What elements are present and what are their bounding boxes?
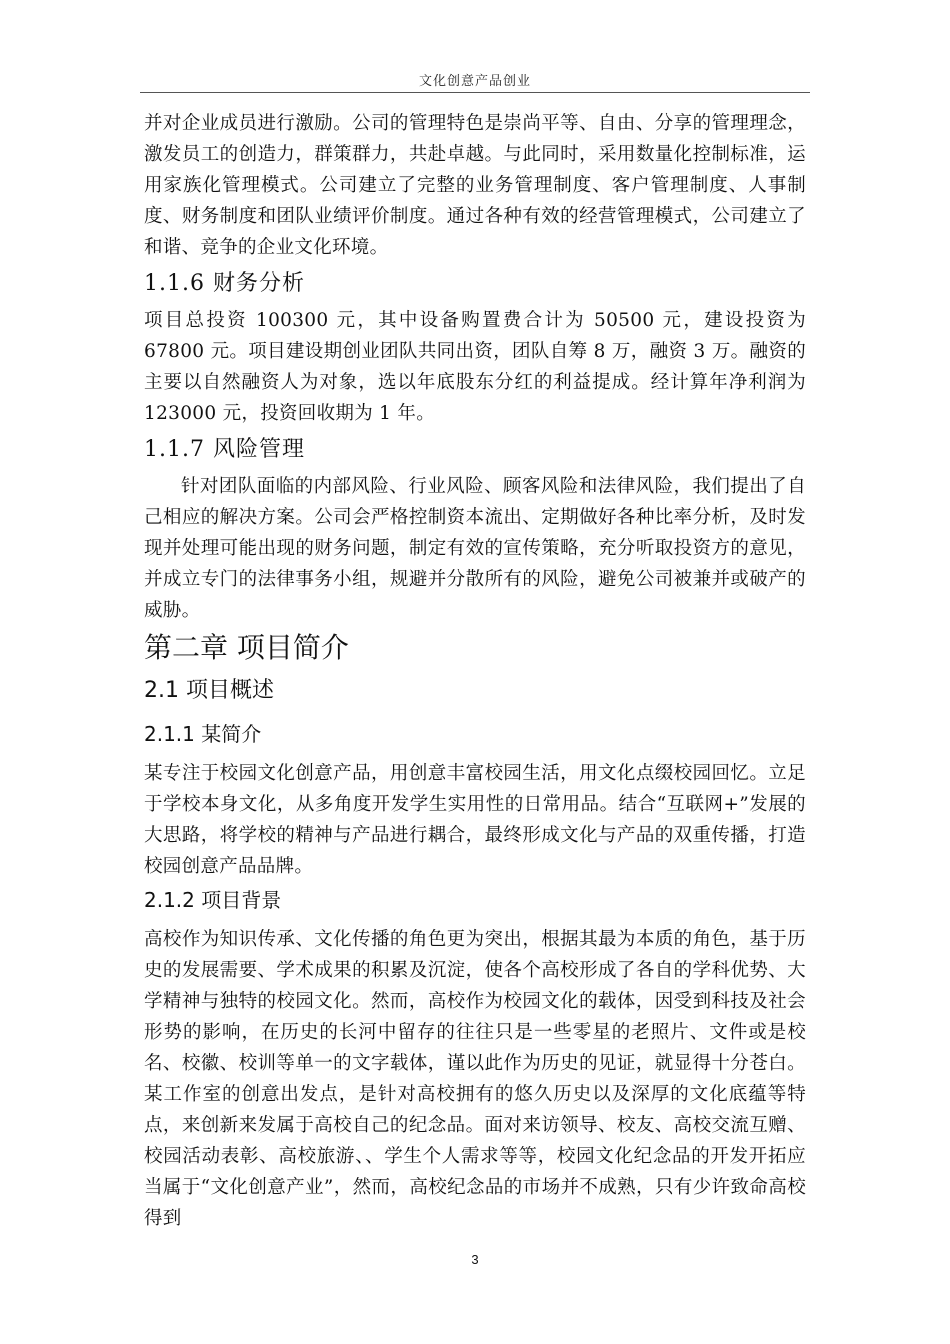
page-body bbox=[144, 108, 806, 1234]
paragraph-finance: 项目总投资 100300 元，其中设备购置费合计为 50500 元，建设投资为 67800 元。项目建设期创业团队共同出资，团队自筹 8 万，融资 3 万。融资的主要以自然融资人为对象，选以年底股东分红的利益提成。经计算年净利润为 123000 元，投资回收期为 1 年。 bbox=[144, 310, 806, 424]
paragraph-background: 高校作为知识传承、文化传播的角色更为突出，根据其最为本质的角色，基于历史的发展需要、学术成果的积累及沉淀，使各个高校形成了各自的学科优势、大学精神与独特的校园文化。然而，高校作为校园文化的载体，因受到科技及社会形势的影响，在历史的长河中留存的往往只是一些零星的老照片、文件或是校名、校徽、校训等单一的文字载体，谨以此作为历史的见证，就显得十分苍白。某工作室的创意出发点，是针对高校拥有的悠久历史以及深厚的文化底蕴等特点，来创新来发属于高校自己的纪念品。面对来访领导、校友、高校交流互赠、校园活动表彰、高校旅游、、学生个人需求等等，校园文化纪念品的开发开拓应当属于“文化创意产业”，然而，高校纪念品的市场并不成熟，只有少许致命高校得到 bbox=[144, 929, 806, 1229]
paragraph-risk: 针对团队面临的内部风险、行业风险、顾客风险和法律风险，我们提出了自己相应的解决方案。公司会严格控制资本流出、定期做好各种比率分析，及时发现并处理可能出现的财务问题，制定有效的宣传策略，充分听取投资方的意见，并成立专门的法律事务小组，规避并分散所有的风险，避免公司被兼并或破产的威胁。 bbox=[144, 476, 806, 621]
chapter-2-heading: 第二章 项目简介 bbox=[144, 631, 349, 664]
paragraph-management: 并对企业成员进行激励。公司的管理特色是崇尚平等、自由、分享的管理理念，激发员工的创造力，群策群力，共赴卓越。与此同时，采用数量化控制标准，运用家族化管理模式。公司建立了完整的业务管理制度、客户管理制度、人事制度、财务制度和团队业绩评价制度。通过各种有效的经营管理模式，公司建立了和谐、竞争的企业文化环境。 bbox=[144, 113, 806, 258]
heading-2-1-2: 2.1.2 项目背景 bbox=[144, 888, 282, 912]
header-rule bbox=[140, 92, 810, 93]
running-header: 文化创意产品创业 bbox=[418, 74, 531, 89]
heading-2-1: 2.1 项目概述 bbox=[144, 678, 274, 703]
heading-1-1-7: 1.1.7 风险管理 bbox=[144, 437, 305, 462]
paragraph-company-intro: 某专注于校园文化创意产品，用创意丰富校园生活，用文化点缀校园回忆。立足于学校本身文化，从多角度开发学生实用性的日常用品。结合“互联网+”发展的大思路，将学校的精神与产品进行耦合，最终形成文化与产品的双重传播，打造校园创意产品品牌。 bbox=[144, 763, 806, 877]
page-number: 3 bbox=[471, 1252, 479, 1267]
heading-1-1-6: 1.1.6 财务分析 bbox=[144, 271, 305, 296]
heading-2-1-1: 2.1.1 某简介 bbox=[144, 722, 262, 746]
